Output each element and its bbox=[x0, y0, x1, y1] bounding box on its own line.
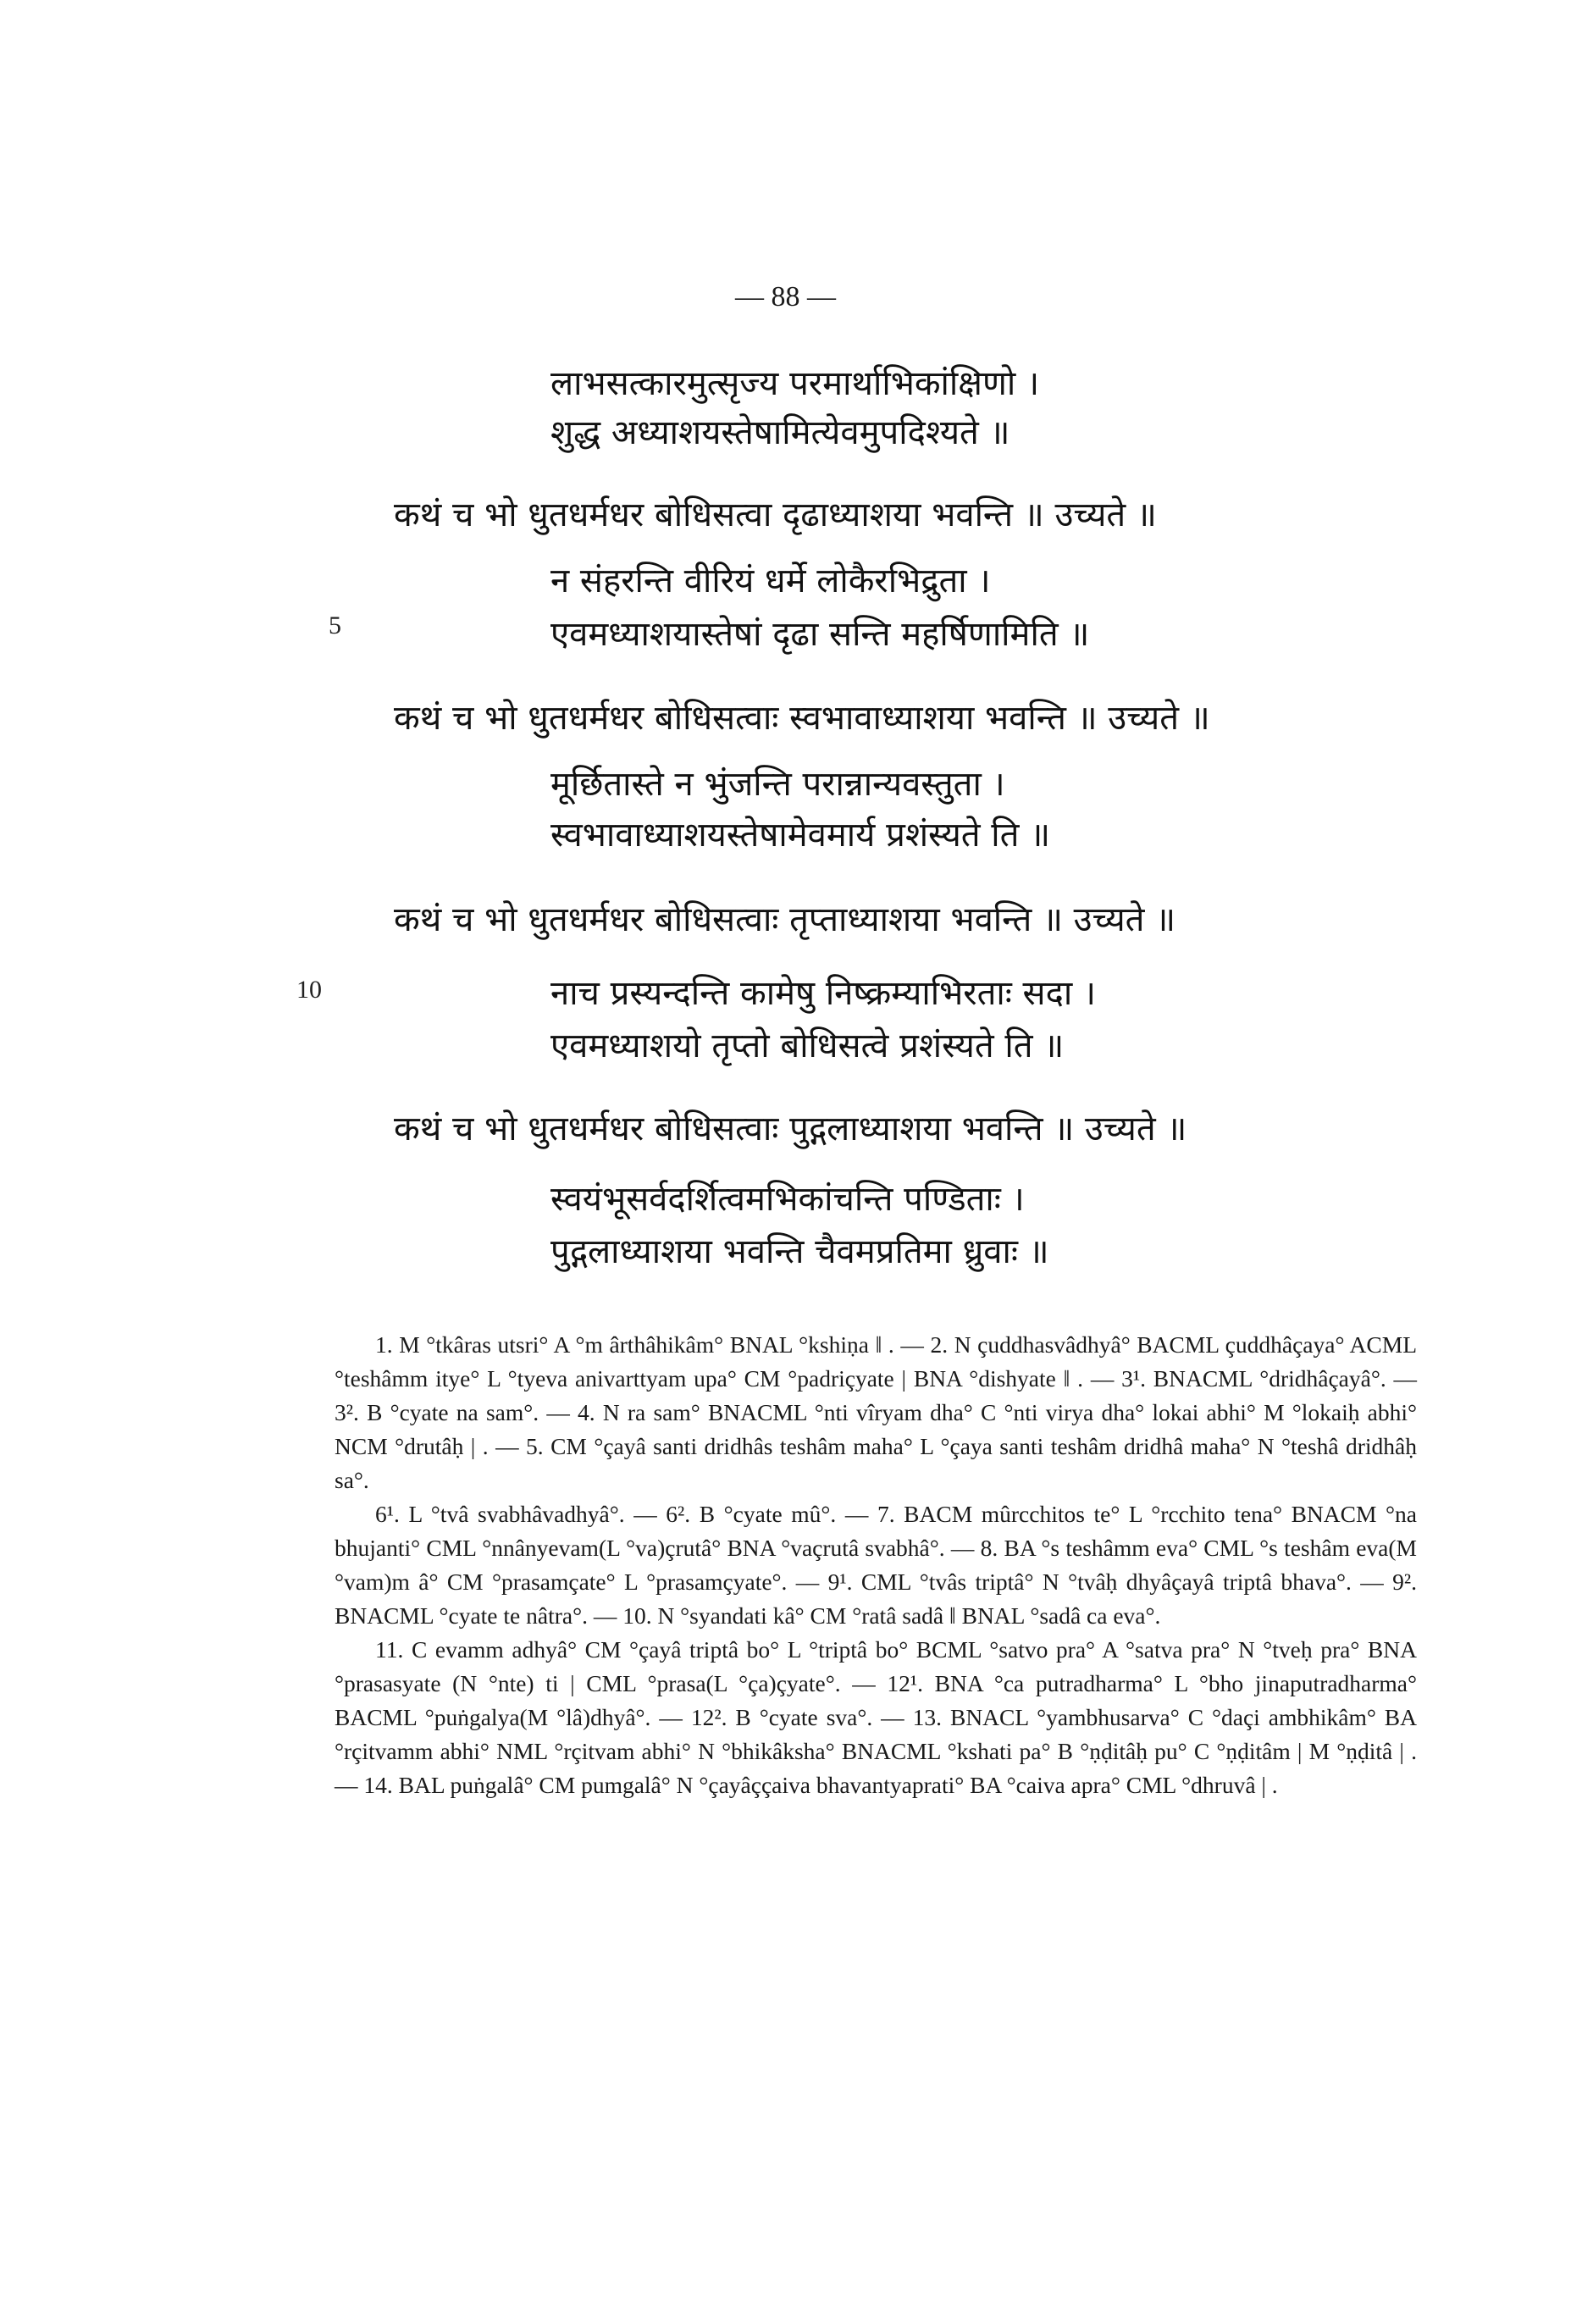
verse-line-10: पुद्गलाध्याशया भवन्ति चैवमप्रतिमा ध्रुवाः ॥ bbox=[550, 1232, 1049, 1271]
question-line-1: कथं च भो धुतधर्मधर बोधिसत्वा दृढाध्याशया भवन्ति ॥ उच्यते ॥ bbox=[394, 495, 1157, 534]
verse-line-8: एवमध्याशयो तृप्तो बोधिसत्वे प्रशंस्यते ति ॥ bbox=[550, 1026, 1065, 1065]
verse-line-2: शुद्ध अध्याशयस्तेषामित्येवमुपदिश्यते ॥ bbox=[550, 413, 1010, 452]
verse-line-7: नाच प्रस्यन्दन्ति कामेषु निष्क्रम्याभिरताः सदा । bbox=[550, 974, 1097, 1013]
question-line-4: कथं च भो धुतधर्मधर बोधिसत्वाः पुद्गलाध्याशया भवन्ति ॥ उच्यते ॥ bbox=[394, 1109, 1187, 1148]
line-number-5: 5 bbox=[329, 611, 341, 639]
page-number: — 88 — bbox=[735, 281, 836, 313]
verse-line-4: एवमध्याशयास्तेषां दृढा सन्ति महर्षिणामिति ॥ bbox=[550, 615, 1090, 654]
verse-line-3: न संहरन्ति वीरियं धर्मे लोकैरभिद्रुता । bbox=[550, 562, 991, 600]
footnote-paragraph-3: 11. C evamm adhyâ° CM °çayâ triptâ bo° L °triptâ bo° BCML °satvo pra° A °satva pra° N °tveḥ pra° BNA °prasasyate (N °nte) ti | CML °prasa(L °ça)çyate°. — 12¹. BNA °ca putradharma° L °bho jinaputradharma° BACML °puṅgalya(M °lâ)dhyâ°. — 12². B °cyate sva°. — 13. BNACL °yambhusarva° C °daçi ambhikâm° BA °rçitvamm abhi° NML °rçitvam abhi° N °bhikâksha° BNACML °kshati pa° B °ṇḍitâḥ pu° C °ṇḍitâm | M °ṇḍitâ | . — 14. BAL puṅgalâ° CM pumgalâ° N °çayâççaiva bhavantyaprati° BA °caiva apra° CML °dhruvâ | . bbox=[335, 1636, 1417, 1798]
line-number-10: 10 bbox=[296, 976, 322, 1004]
footnote-paragraph-1: 1. M °tkâras utsri° A °m ârthâhikâm° BNAL °kshiṇa ‖ . — 2. N çuddhasvâdhyâ° BACML çuddhâçaya° ACML °teshâmm itye° L °tyeva anivarttyam upa° CM °padriçyate | BNA °dishyate ‖ . — 3¹. BNACML °dridhâçayâ°. — 3². B °cyate na sam°. — 4. N ra sam° BNACML °nti vîryam dha° C °nti virya dha° lokai abhi° M °lokaiḥ abhi° NCM °drutâḥ | . — 5. CM °çayâ santi dridhâs teshâm maha° L °çaya santi teshâm dridhâ maha° N °teshâ dridhâḥ sa°. bbox=[335, 1331, 1417, 1493]
verse-line-5: मूर्छितास्ते न भुंजन्ति परान्नान्यवस्तुता । bbox=[550, 765, 1005, 804]
question-line-2: कथं च भो धुतधर्मधर बोधिसत्वाः स्वभावाध्याशया भवन्ति ॥ उच्यते ॥ bbox=[394, 699, 1210, 738]
verse-line-6: स्वभावाध्याशयस्तेषामेवमार्य प्रशंस्यते ति ॥ bbox=[550, 816, 1051, 855]
verse-line-9: स्वयंभूसर्वदर्शित्वमभिकांचन्ति पण्डिताः । bbox=[550, 1180, 1025, 1219]
question-line-3: कथं च भो धुतधर्मधर बोधिसत्वाः तृप्ताध्याशया भवन्ति ॥ उच्यते ॥ bbox=[394, 900, 1176, 939]
verse-line-1: लाभसत्कारमुत्सृज्य परमार्थाभिकांक्षिणो । bbox=[550, 364, 1040, 403]
footnotes bbox=[335, 1328, 1417, 1802]
footnote-paragraph-2: 6¹. L °tvâ svabhâvadhyâ°. — 6². B °cyate mû°. — 7. BACM mûrcchitos te° L °rcchito tena° BNACM °na bhujanti° CML °nnânyevam(L °va)çrutâ° BNA °vaçrutâ svabhâ°. — 8. BA °s teshâmm eva° CML °s teshâm eva(M °vam)m â° CM °prasamçate° L °prasamçyate°. — 9¹. CML °tvâs triptâ° N °tvâḥ dhyâçayâ triptâ bhava°. — 9². BNACML °cyate te nâtra°. — 10. N °syandati kâ° CM °ratâ sadâ ‖ BNAL °sadâ ca eva°. bbox=[335, 1501, 1417, 1629]
